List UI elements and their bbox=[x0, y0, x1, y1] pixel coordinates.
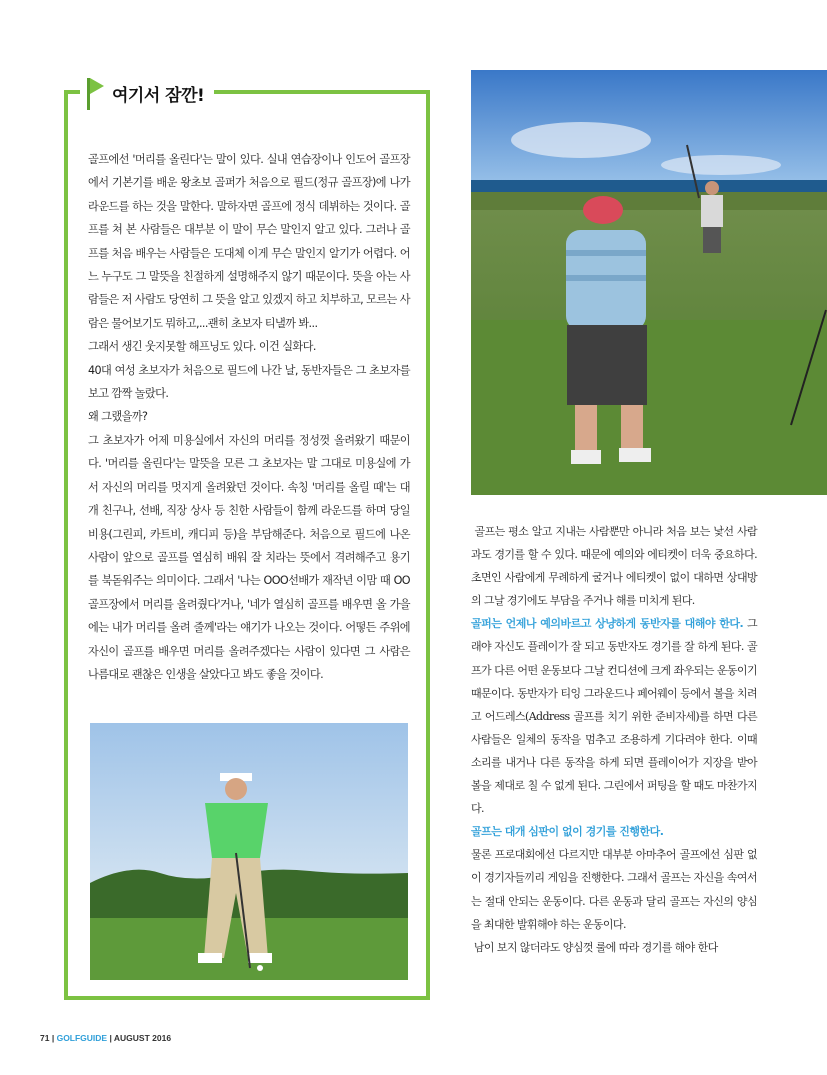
highlight-heading: 골퍼는 언제나 예의바르고 상냥하게 동반자를 대해야 한다. bbox=[471, 617, 744, 631]
golf-course-photo bbox=[471, 70, 827, 495]
body-paragraph-text: 골프는 평소 알고 지내는 사람뿐만 아니라 처음 보는 낯선 사람과도 경기를 할 수 있다. 때문에 예의와 에티켓이 더욱 중요하다. 초면인 사람에게 무례하게 굴거나 에티켓이 없이 대하면 상대방의 그날 경기에도 부담을 주거나 해를 미치게 된다. bbox=[471, 525, 758, 608]
footer-separator: | bbox=[107, 1033, 114, 1043]
sidebar-title-block bbox=[80, 70, 214, 110]
sidebar-body bbox=[88, 148, 410, 686]
sidebar-paragraph: 그 초보자가 어제 미용실에서 자신의 머리를 정성껏 올려왔기 때문이다. '머리를 올린다'는 말뜻을 모른 그 초보자는 말 그대로 미용실에 가서 자신의 머리를 멋지게 올려왔던 것이다. 속칭 '머리를 올릴 때'는 대개 친구나, 선배, 직장 상사 등 친한 사람들이 함께 라운드를 하며 당일 비용(그린피, 카트비, 캐디피 등)을 부담해준다. 처음으로 필드에 나온 사람이 앞으로 골프를 열심히 배워 잘 치라는 뜻에서 격려해주고 용기를 북돋워주는 의미이다. 그래서 '나는 OOO선배가 재작년 이맘 때 OO골프장에서 머리를 올려줬다'거나, '네가 열심히 골프를 배우면 올 가을에는 내가 머리를 올려 줄께'라는 얘기가 나오는 것이다. 어떻든 주위에 자신이 골프를 배우면 머리를 올려주겠다는 사람이 있다면 그 사람은 나름대로 괜찮은 인생을 살았다고 봐도 좋을 것이다. bbox=[88, 433, 410, 681]
body-paragraph-text: 그래야 자신도 플레이가 잘 되고 동반자도 경기를 잘 하게 된다. 골프가 다른 어떤 운동보다 그날 컨디션에 크게 좌우되는 운동이기 때문이다. 동반자가 티잉 그라운드나 페어웨이 등에서 볼을 치려고 어드레스(Address 골프를 치기 위한 준비자세)를 하면 다른 사람들은 일체의 동작을 멈추고 조용하게 기다려야 한다. 이때 소리를 내거나 다른 동작을 하게 되면 플레이어가 지장을 받아 볼을 제대로 칠 수 없게 된다. 그린에서 퍼팅을 할 때도 마찬가지다. bbox=[471, 617, 757, 816]
golf-flag-icon bbox=[84, 76, 106, 110]
right-column-body bbox=[471, 520, 757, 959]
page-footer bbox=[40, 1033, 171, 1043]
sidebar-paragraph: 왜 그랬을까? bbox=[88, 410, 148, 424]
sidebar-paragraph: 40대 여성 초보자가 처음으로 필드에 나간 날, 동반자들은 그 초보자를 보고 깜짝 놀랐다. bbox=[88, 363, 410, 401]
sidebar-paragraph: 골프에선 '머리를 올린다'는 말이 있다. 실내 연습장이나 인도어 골프장에서 기본기를 배운 왕초보 골퍼가 처음으로 필드(정규 골프장)에 나가 라운드를 하는 것을 말한다. 말하자면 골프에 정식 데뷔하는 것이다. 골프를 쳐 본 사람들은 대부분 이 말이 무슨 말인지 알고 있다. 그러나 골프를 처음 배우는 사람들은 도대체 이게 무슨 말인지 알기가 어렵다. 어느 누구도 그 말뜻을 친절하게 설명해주지 않기 때문이다. 뜻을 아는 사람들은 저 사람도 당연히 그 뜻을 알고 있겠지 하고 치부하고, 모르는 사람은 물어보기도 뭐하고,...괜히 초보자 티낼까 봐... bbox=[88, 153, 410, 330]
highlight-heading: 골프는 대개 심판이 없이 경기를 진행한다. bbox=[471, 825, 664, 839]
body-paragraph bbox=[471, 520, 757, 612]
body-paragraph: 물론 프로대회에선 다르지만 대부분 아마추어 골프에선 심판 없이 경기자들끼리 게임을 진행한다. 그래서 골프는 자신을 속여서는 절대 안되는 운동이다. 다른 운동과 달리 골프는 자신의 양심을 최대한 발휘해야 하는 운동이다. bbox=[471, 848, 757, 931]
magazine-brand: GOLFGUIDE bbox=[56, 1033, 108, 1043]
body-paragraph bbox=[471, 612, 757, 820]
footer-separator: | bbox=[49, 1033, 57, 1043]
body-paragraph-text: 남이 보지 않더라도 양심껏 룰에 따라 경기를 해야 한다 bbox=[473, 940, 718, 954]
sidebar-title: 여기서 잠깐! bbox=[112, 86, 205, 106]
body-paragraph bbox=[471, 936, 757, 959]
body-paragraph bbox=[471, 820, 757, 843]
sidebar-paragraph: 그래서 생긴 웃지못할 해프닝도 있다. 이건 실화다. bbox=[88, 340, 316, 354]
page-number: 71 bbox=[40, 1033, 50, 1043]
golfer-address-photo bbox=[90, 723, 408, 980]
issue-date: AUGUST 2016 bbox=[113, 1033, 172, 1043]
